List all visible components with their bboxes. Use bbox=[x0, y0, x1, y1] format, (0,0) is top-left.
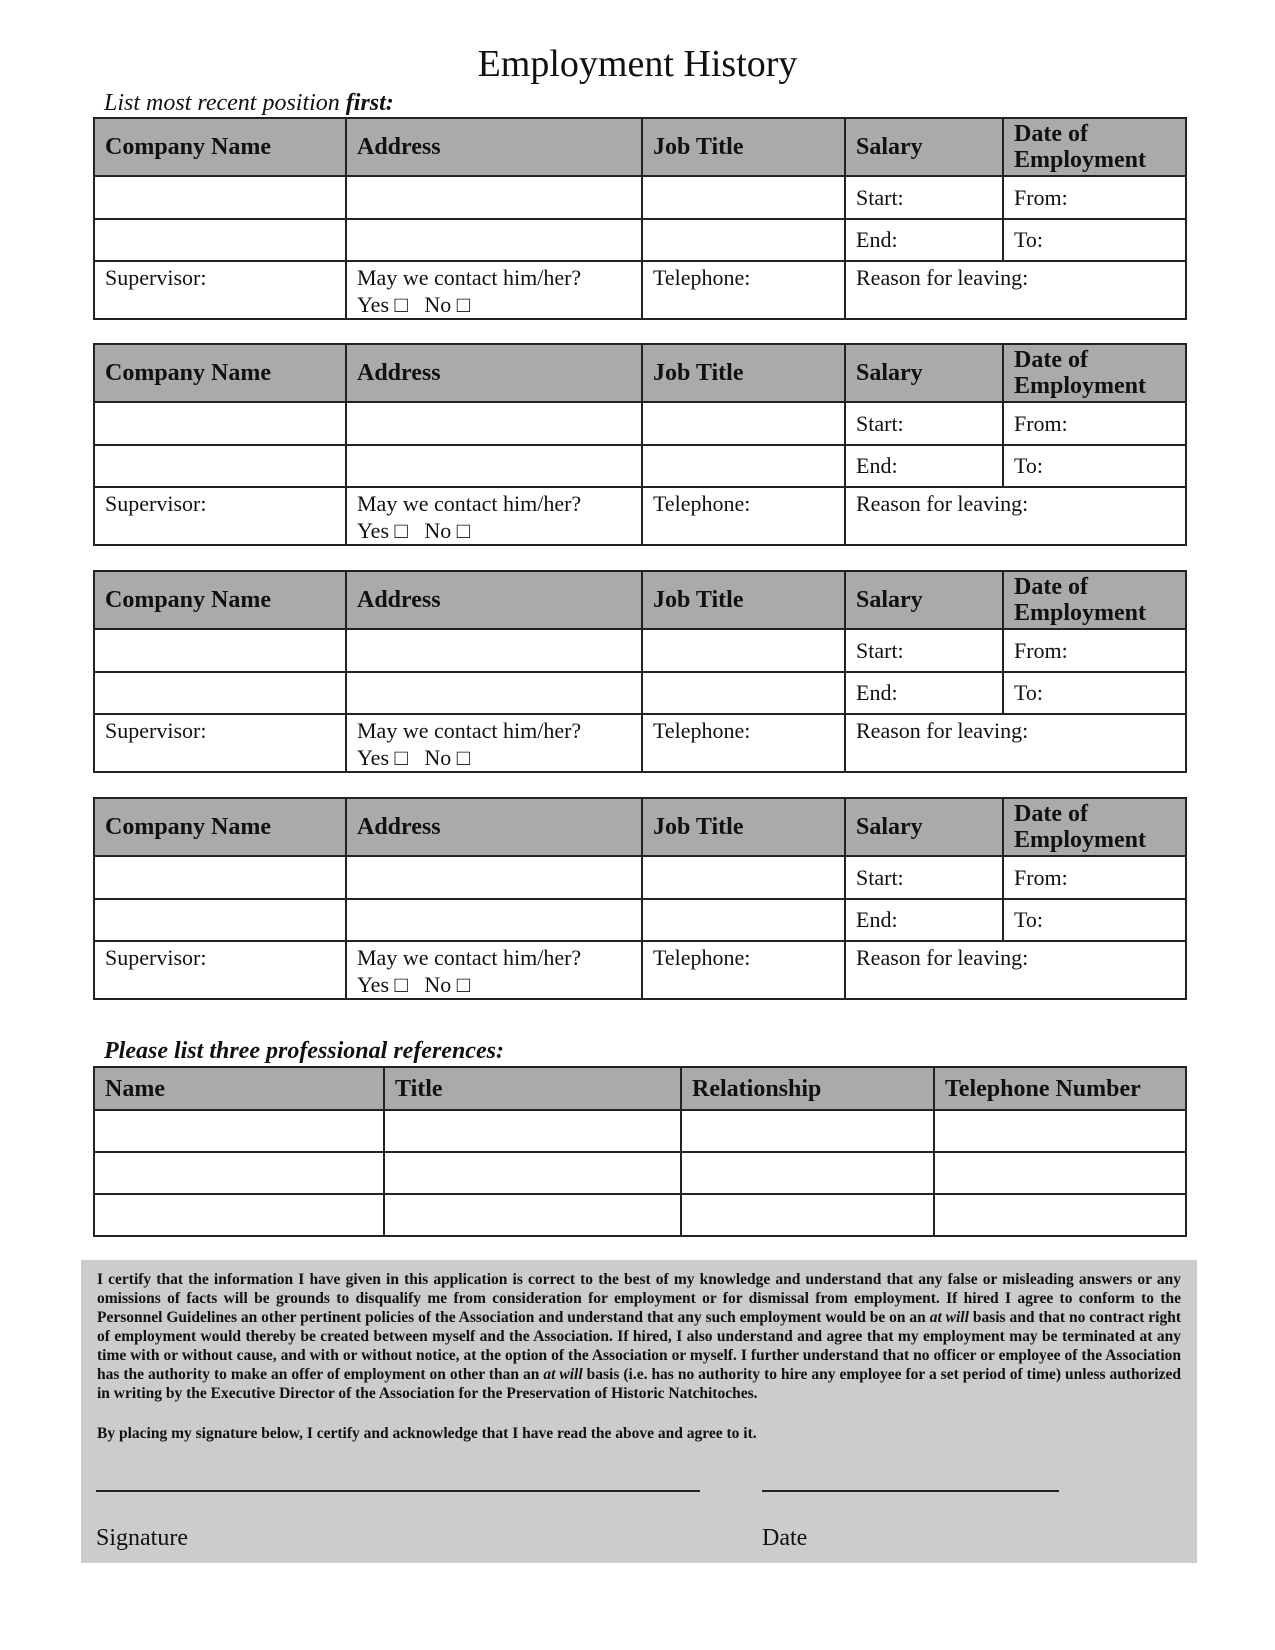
no-checkbox[interactable]: □ bbox=[456, 972, 470, 997]
company-name-cell[interactable] bbox=[94, 629, 346, 672]
cert-text-part3: basis (i.e. has no authority to hire any employee for a set period of time) unless authorized in writing by the Executive Director of the Association for the Preservation of Historic Natchitoches. bbox=[97, 1366, 1181, 1402]
page-title: Employment History bbox=[477, 43, 798, 85]
ref3-name-cell[interactable] bbox=[94, 1194, 384, 1236]
yes-label: Yes bbox=[357, 518, 390, 543]
instruction-emphasis: first: bbox=[345, 90, 394, 116]
references-label: Please list three professional references: bbox=[104, 1038, 504, 1064]
employment-row-details bbox=[94, 261, 1186, 319]
header-job-title: Job Title bbox=[642, 344, 845, 402]
employment-row-start bbox=[94, 176, 1186, 219]
employment-table-1 bbox=[93, 117, 1187, 320]
contact-question: May we contact him/her? bbox=[357, 718, 582, 743]
yes-checkbox[interactable]: □ bbox=[394, 972, 408, 997]
header-date-line1: Date of bbox=[1014, 347, 1088, 373]
contact-question: May we contact him/her? bbox=[357, 491, 582, 516]
certification-box bbox=[81, 1260, 1197, 1563]
telephone-cell[interactable]: Telephone: bbox=[642, 261, 845, 319]
employment-header-row bbox=[94, 571, 1186, 629]
header-company-name: Company Name bbox=[94, 118, 346, 176]
supervisor-cell[interactable]: Supervisor: bbox=[94, 261, 346, 319]
date-line[interactable] bbox=[762, 1490, 1059, 1492]
contact-permission-cell bbox=[346, 487, 642, 545]
reason-for-leaving-cell[interactable]: Reason for leaving: bbox=[845, 941, 1186, 999]
address-cell[interactable] bbox=[346, 629, 642, 672]
header-date-of-employment bbox=[1003, 798, 1186, 856]
address-cell[interactable] bbox=[346, 402, 642, 445]
supervisor-cell[interactable]: Supervisor: bbox=[94, 487, 346, 545]
date-to-cell[interactable]: To: bbox=[1003, 672, 1186, 714]
cert-text-part1: I certify that the information I have given in this application is correct to the best of my knowledge and understand that any false or misleading answers or any omissions of facts will be grounds to disqualify me from consideration for employment or for dismissal from employment. If hired I agree to conform to the Personnel Guidelines an other pertinent policies of the Association and understand that any such employment would be on an bbox=[97, 1271, 1181, 1326]
ref-header-telephone: Telephone Number bbox=[934, 1067, 1186, 1110]
job-title-cell-2[interactable] bbox=[642, 219, 845, 261]
ref2-title-cell[interactable] bbox=[384, 1152, 681, 1194]
no-checkbox[interactable]: □ bbox=[456, 292, 470, 317]
employment-table-4 bbox=[93, 797, 1187, 1000]
ref1-title-cell[interactable] bbox=[384, 1110, 681, 1152]
yes-label: Yes bbox=[357, 292, 390, 317]
ref2-telephone-cell[interactable] bbox=[934, 1152, 1186, 1194]
ref1-relationship-cell[interactable] bbox=[681, 1110, 934, 1152]
employment-table-3 bbox=[93, 570, 1187, 773]
employment-row-details bbox=[94, 714, 1186, 772]
header-date-line1: Date of bbox=[1014, 801, 1088, 827]
header-job-title: Job Title bbox=[642, 798, 845, 856]
header-job-title: Job Title bbox=[642, 118, 845, 176]
employment-row-details bbox=[94, 941, 1186, 999]
job-title-cell[interactable] bbox=[642, 629, 845, 672]
no-label: No bbox=[424, 745, 452, 770]
supervisor-cell[interactable]: Supervisor: bbox=[94, 714, 346, 772]
employment-row-end bbox=[94, 445, 1186, 487]
date-label: Date bbox=[762, 1525, 808, 1551]
contact-permission-cell bbox=[346, 714, 642, 772]
date-from-cell[interactable]: From: bbox=[1003, 629, 1186, 672]
no-checkbox[interactable]: □ bbox=[456, 745, 470, 770]
header-date-line2: Employment bbox=[1014, 373, 1146, 399]
header-company-name: Company Name bbox=[94, 344, 346, 402]
reason-for-leaving-cell[interactable]: Reason for leaving: bbox=[845, 261, 1186, 319]
ref3-telephone-cell[interactable] bbox=[934, 1194, 1186, 1236]
ref-header-name: Name bbox=[94, 1067, 384, 1110]
contact-permission-cell bbox=[346, 941, 642, 999]
header-address: Address bbox=[346, 344, 642, 402]
company-name-cell-2[interactable] bbox=[94, 672, 346, 714]
employment-row-start bbox=[94, 402, 1186, 445]
salary-end-cell[interactable]: End: bbox=[845, 219, 1003, 261]
reason-for-leaving-cell[interactable]: Reason for leaving: bbox=[845, 714, 1186, 772]
employment-table-2 bbox=[93, 343, 1187, 546]
address-cell-2[interactable] bbox=[346, 899, 642, 941]
reference-row-3 bbox=[94, 1194, 1186, 1236]
cert-text-part2: basis and that no contract right of employment would thereby be created between myself and the Association. If hired, I also understand and agree that my employment may be terminated at any time with or without cause, and with or without notice, at the option of the Association or myself. I further understand that no officer or employee of the Association has the authority to make an offer of employment on other than an bbox=[97, 1309, 1181, 1383]
date-to-cell[interactable]: To: bbox=[1003, 445, 1186, 487]
job-title-cell-2[interactable] bbox=[642, 445, 845, 487]
company-name-cell-2[interactable] bbox=[94, 219, 346, 261]
certification-statement bbox=[97, 1270, 1181, 1403]
header-company-name: Company Name bbox=[94, 798, 346, 856]
header-salary: Salary bbox=[845, 571, 1003, 629]
employment-header-row bbox=[94, 118, 1186, 176]
company-name-cell[interactable] bbox=[94, 402, 346, 445]
header-date-of-employment bbox=[1003, 344, 1186, 402]
employment-row-start bbox=[94, 629, 1186, 672]
ref3-relationship-cell[interactable] bbox=[681, 1194, 934, 1236]
header-date-of-employment bbox=[1003, 571, 1186, 629]
reference-row-2 bbox=[94, 1152, 1186, 1194]
ref-header-title: Title bbox=[384, 1067, 681, 1110]
address-cell-2[interactable] bbox=[346, 219, 642, 261]
salary-start-cell[interactable]: Start: bbox=[845, 176, 1003, 219]
header-address: Address bbox=[346, 571, 642, 629]
employment-row-end bbox=[94, 899, 1186, 941]
job-title-cell[interactable] bbox=[642, 176, 845, 219]
header-company-name: Company Name bbox=[94, 571, 346, 629]
yes-checkbox[interactable]: □ bbox=[394, 518, 408, 543]
company-name-cell-2[interactable] bbox=[94, 899, 346, 941]
job-title-cell[interactable] bbox=[642, 402, 845, 445]
date-to-cell[interactable]: To: bbox=[1003, 219, 1186, 261]
employment-header-row bbox=[94, 344, 1186, 402]
ref3-title-cell[interactable] bbox=[384, 1194, 681, 1236]
salary-start-cell[interactable]: Start: bbox=[845, 402, 1003, 445]
header-date-line1: Date of bbox=[1014, 121, 1088, 147]
signature-label: Signature bbox=[96, 1525, 188, 1551]
header-date-line2: Employment bbox=[1014, 147, 1146, 173]
job-title-cell-2[interactable] bbox=[642, 899, 845, 941]
date-to-cell[interactable]: To: bbox=[1003, 899, 1186, 941]
no-label: No bbox=[424, 972, 452, 997]
header-salary: Salary bbox=[845, 798, 1003, 856]
ref1-name-cell[interactable] bbox=[94, 1110, 384, 1152]
salary-start-cell[interactable]: Start: bbox=[845, 856, 1003, 899]
employment-row-start bbox=[94, 856, 1186, 899]
address-cell[interactable] bbox=[346, 856, 642, 899]
company-name-cell[interactable] bbox=[94, 176, 346, 219]
ref1-telephone-cell[interactable] bbox=[934, 1110, 1186, 1152]
job-title-cell-2[interactable] bbox=[642, 672, 845, 714]
header-address: Address bbox=[346, 118, 642, 176]
no-label: No bbox=[424, 518, 452, 543]
employment-row-end bbox=[94, 219, 1186, 261]
job-title-cell[interactable] bbox=[642, 856, 845, 899]
company-name-cell[interactable] bbox=[94, 856, 346, 899]
telephone-cell[interactable]: Telephone: bbox=[642, 941, 845, 999]
address-cell-2[interactable] bbox=[346, 445, 642, 487]
no-label: No bbox=[424, 292, 452, 317]
instruction-main: List most recent position bbox=[104, 90, 346, 116]
no-checkbox[interactable]: □ bbox=[456, 518, 470, 543]
contact-question: May we contact him/her? bbox=[357, 265, 582, 290]
yes-checkbox[interactable]: □ bbox=[394, 292, 408, 317]
reference-row-1 bbox=[94, 1110, 1186, 1152]
salary-start-cell[interactable]: Start: bbox=[845, 629, 1003, 672]
header-date-line2: Employment bbox=[1014, 600, 1146, 626]
yes-label: Yes bbox=[357, 972, 390, 997]
header-salary: Salary bbox=[845, 118, 1003, 176]
date-from-cell[interactable]: From: bbox=[1003, 176, 1186, 219]
references-table bbox=[93, 1066, 1187, 1237]
salary-end-cell[interactable]: End: bbox=[845, 445, 1003, 487]
reason-for-leaving-cell[interactable]: Reason for leaving: bbox=[845, 487, 1186, 545]
salary-end-cell[interactable]: End: bbox=[845, 899, 1003, 941]
header-address: Address bbox=[346, 798, 642, 856]
employment-row-details bbox=[94, 487, 1186, 545]
contact-permission-cell bbox=[346, 261, 642, 319]
employment-header-row bbox=[94, 798, 1186, 856]
header-salary: Salary bbox=[845, 344, 1003, 402]
date-from-cell[interactable]: From: bbox=[1003, 402, 1186, 445]
supervisor-cell[interactable]: Supervisor: bbox=[94, 941, 346, 999]
employment-row-end bbox=[94, 672, 1186, 714]
acknowledgement-text: By placing my signature below, I certify and acknowledge that I have read the above and agree to it. bbox=[97, 1425, 757, 1442]
header-date-line2: Employment bbox=[1014, 827, 1146, 853]
date-from-cell[interactable]: From: bbox=[1003, 856, 1186, 899]
address-cell-2[interactable] bbox=[346, 672, 642, 714]
cert-at-will-1: at will bbox=[929, 1309, 969, 1326]
signature-line[interactable] bbox=[96, 1490, 700, 1492]
salary-end-cell[interactable]: End: bbox=[845, 672, 1003, 714]
telephone-cell[interactable]: Telephone: bbox=[642, 714, 845, 772]
ref2-relationship-cell[interactable] bbox=[681, 1152, 934, 1194]
yes-checkbox[interactable]: □ bbox=[394, 745, 408, 770]
header-job-title: Job Title bbox=[642, 571, 845, 629]
yes-label: Yes bbox=[357, 745, 390, 770]
instruction-text bbox=[104, 90, 394, 117]
contact-question: May we contact him/her? bbox=[357, 945, 582, 970]
company-name-cell-2[interactable] bbox=[94, 445, 346, 487]
header-date-line1: Date of bbox=[1014, 574, 1088, 600]
telephone-cell[interactable]: Telephone: bbox=[642, 487, 845, 545]
cert-at-will-2: at will bbox=[543, 1366, 583, 1383]
ref2-name-cell[interactable] bbox=[94, 1152, 384, 1194]
address-cell[interactable] bbox=[346, 176, 642, 219]
ref-header-relationship: Relationship bbox=[681, 1067, 934, 1110]
header-date-of-employment bbox=[1003, 118, 1186, 176]
references-header-row bbox=[94, 1067, 1186, 1110]
